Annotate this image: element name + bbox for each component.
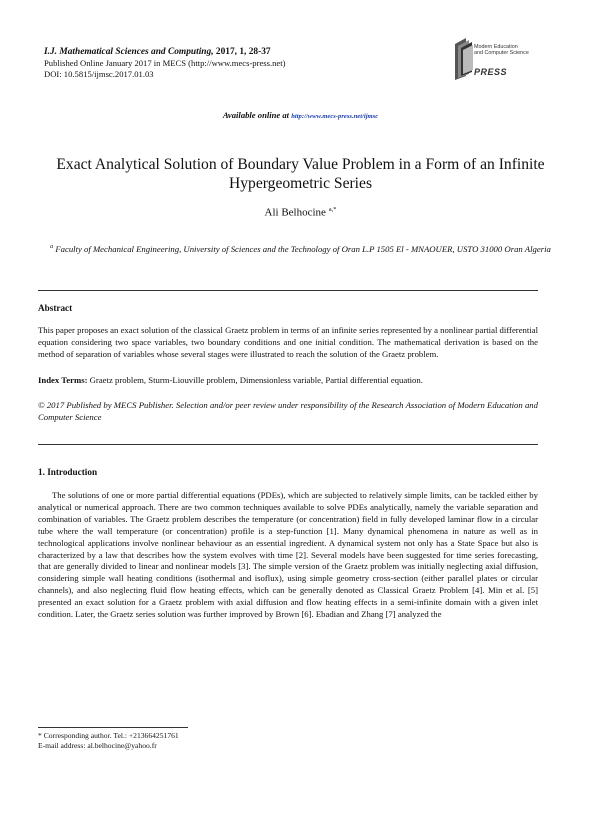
corresponding-author: * Corresponding author. Tel.: +213664251761: [38, 731, 179, 740]
introduction-body: The solutions of one or more partial differential equations (PDEs), which are subjected to relatively simple limits, can be tackled either by analytical or numerical approach. There are two common techniques available to solve PDEs analytically, namely the variable separation and combination of variables. The Graetz problem describes the temperature (or concentration) field in fully developed laminar flow in a circular tube where the wall temperature (or concentration) profile is a step-function [1]. Many dynamical phenomena in nature as well as in technological applications involve nonlinear behaviour as an essential ingredient. A dynamical system not only has a State Space but also is characterized by a law that describes how the system evolves with time [2]. Several models have been suggested for time series forecasting, that are generally divided to linear and nonlinear models [3]. The simple version of the Graetz problem was initially neglecting axial diffusion, considering simple wall heating conditions (isothermal and isoflux), using simple geometry cross-section (either parallel plates or circular channels), and also neglecting fluid flow heating effects, which can be generally denoted as Classical Graetz Problem [4]. Min et al. [5] presented an exact solution for a Graetz problem with axial diffusion and flow heating effects in a semi-infinite domain with a given inlet condition. Later, the Graetz series solution was further improved by Brown [6]. Ebadian and Zhang [7] analyzed the: [38, 490, 538, 620]
logo-press: PRESS: [474, 67, 508, 77]
journal-link[interactable]: http://www.mecs-press.net/ijmsc: [291, 113, 379, 120]
available-label: Available online at: [222, 110, 292, 120]
copyright-notice: © 2017 Published by MECS Publisher. Selection and/or peer review under responsibility of the Research Association of Modern Education and Computer Science: [38, 400, 538, 422]
author-marker: a,*: [328, 206, 337, 213]
journal-title: I.J. Mathematical Sciences and Computing,: [44, 47, 214, 57]
affiliation-marker: a: [50, 244, 54, 250]
publisher-logo: [452, 34, 544, 86]
index-terms-label: Index Terms:: [38, 375, 88, 385]
section-heading-introduction: 1. Introduction: [38, 467, 98, 477]
paper-title: Exact Analytical Solution of Boundary Value Problem in a Form of an Infinite Hypergeometric Series: [56, 156, 545, 192]
abstract-body: This paper proposes an exact solution of the classical Graetz problem in terms of an infinite series represented by a nonlinear partial differential equation considering two space variables, two boundary conditions and one initial condition. The mathematical derivation is based on the method of separation of variables whose several stages were illustrated to reach the solution of the Graetz problem.: [38, 325, 538, 359]
index-terms-text: Graetz problem, Sturm-Liouville problem, Dimensionless variable, Partial differential equation.: [87, 375, 423, 385]
journal-issue: 2017, 1, 28-37: [213, 47, 271, 57]
author: [0, 206, 601, 219]
available-online: [0, 110, 601, 120]
book-stack-icon: [452, 36, 476, 82]
published-online: Published Online January 2017 in MECS (http://www.mecs-press.net): [44, 58, 286, 68]
bottom-divider: [38, 444, 538, 445]
affiliation: [40, 241, 561, 255]
footnote-divider: [38, 727, 188, 728]
index-terms: [38, 375, 538, 387]
email-address: E-mail address: al.belhocine@yahoo.fr: [38, 741, 157, 750]
doi: DOI: 10.5815/ijmsc.2017.01.03: [44, 69, 154, 79]
abstract-heading: Abstract: [38, 303, 73, 313]
logo-caption: Modern Education and Computer Science: [474, 44, 529, 56]
affiliation-text: Faculty of Mechanical Engineering, University of Sciences and the Technology of Oran L.P 1505 El - MNAOUER, USTO 31000 Oran Algeria: [53, 243, 551, 254]
author-name: Ali Belhocine: [264, 206, 329, 219]
journal-citation: [44, 47, 271, 58]
top-divider: [38, 290, 538, 291]
